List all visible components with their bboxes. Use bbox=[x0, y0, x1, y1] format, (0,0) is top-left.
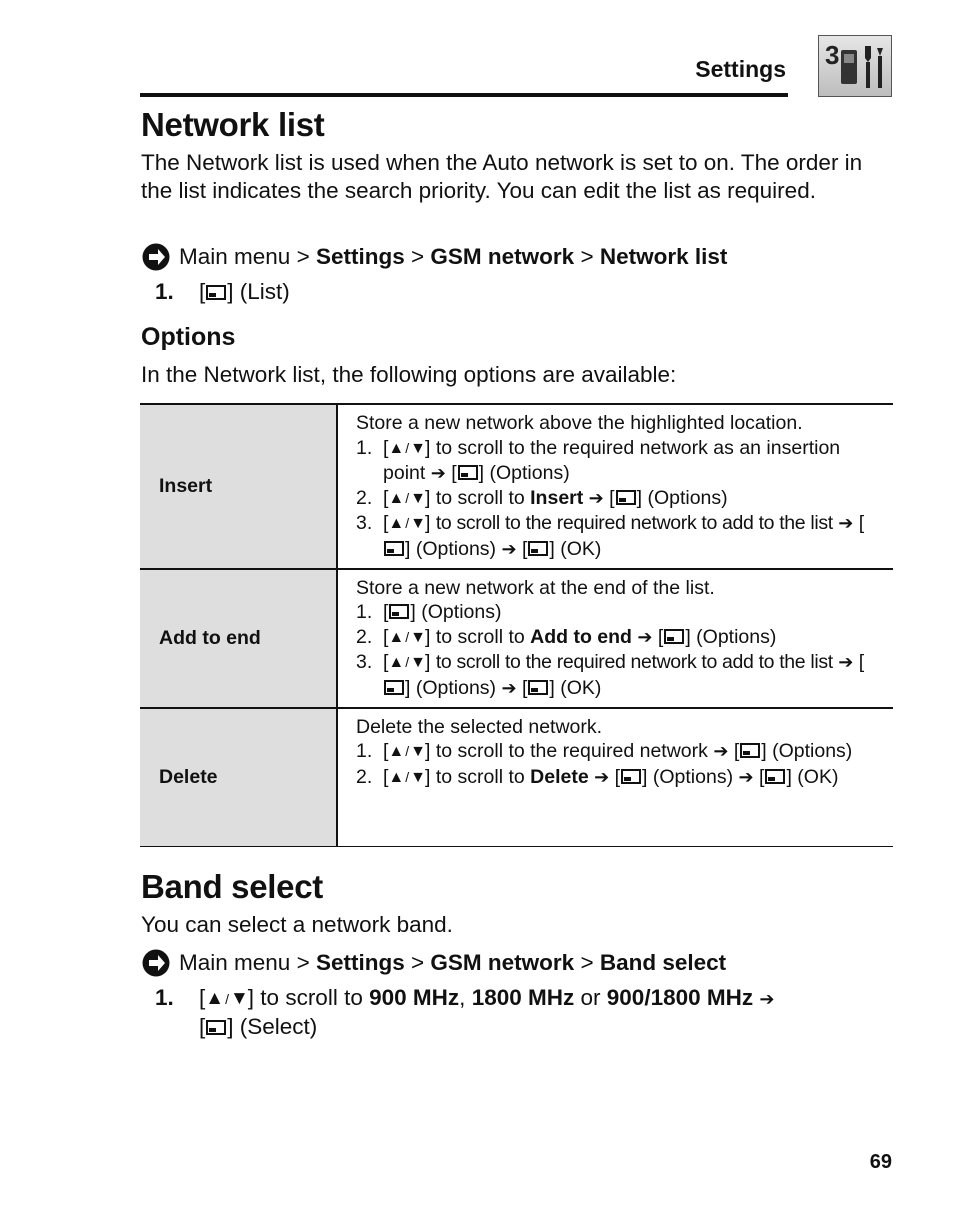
then-arrow-icon: ➔ bbox=[594, 766, 610, 787]
band-select-title: Band select bbox=[141, 868, 323, 905]
option-step-text: to scroll to the required network to add to the list bbox=[435, 512, 833, 535]
softkey-label: (Options) bbox=[421, 601, 502, 624]
header-section-label: Settings bbox=[695, 56, 786, 82]
then-arrow-icon: ➔ bbox=[738, 766, 754, 787]
path-item-settings: Settings bbox=[315, 950, 405, 975]
path-item-gsm-network: GSM network bbox=[430, 244, 575, 269]
option-step: 2. [▲ / ▼] to scroll to Insert ➔ [ ] (Options) bbox=[356, 486, 728, 509]
network-list-step: 1. [ ] (List) bbox=[155, 279, 290, 304]
page-number: 69 bbox=[869, 1151, 892, 1173]
then-arrow-icon: ➔ bbox=[838, 652, 854, 673]
menu-path-arrow-icon bbox=[141, 242, 171, 272]
softkey-label: (Options) bbox=[696, 625, 777, 648]
options-intro: In the Network list, the following options are available: bbox=[141, 362, 677, 387]
band-option-1800: 1800 MHz bbox=[471, 985, 575, 1010]
option-step: 3. [▲ / ▼] to scroll to the required network to add to the list ➔ [] (Options) ➔ [ ] (OK) bbox=[356, 651, 865, 699]
up-down-key-icon: ▲ / ▼ bbox=[388, 743, 425, 761]
softkey-label: (Options) bbox=[415, 537, 497, 560]
options-row-insert bbox=[140, 404, 893, 569]
right-softkey-icon bbox=[765, 769, 785, 784]
softkey-label: (OK) bbox=[560, 676, 602, 699]
path-sep: > bbox=[411, 244, 425, 269]
menu-path-arrow-icon bbox=[141, 948, 171, 978]
option-step: 3. [▲ / ▼] to scroll to the required network to add to the list ➔ [] (Options) ➔ [ ] (OK) bbox=[356, 512, 865, 560]
step-text: to scroll to bbox=[260, 985, 363, 1010]
then-arrow-icon: ➔ bbox=[759, 989, 775, 1009]
header-rule bbox=[140, 93, 788, 97]
band-select-menu-path bbox=[141, 948, 726, 978]
option-step: 1. [ ] (Options) bbox=[356, 601, 502, 624]
softkey-label: (Options) bbox=[772, 740, 853, 763]
network-list-menu-path bbox=[141, 242, 727, 272]
left-softkey-icon bbox=[384, 541, 404, 556]
option-step: 1. [▲ / ▼] to scroll to the required network ➔ [ ] (Options) bbox=[356, 740, 853, 763]
left-softkey-icon bbox=[389, 604, 409, 619]
then-arrow-icon: ➔ bbox=[430, 463, 446, 484]
up-down-key-icon: ▲ / ▼ bbox=[388, 439, 425, 457]
then-arrow-icon: ➔ bbox=[713, 741, 729, 762]
left-softkey-icon bbox=[664, 629, 684, 644]
option-step-number: 2. bbox=[356, 486, 373, 509]
options-row-delete bbox=[140, 708, 893, 847]
option-step-number: 2. bbox=[356, 765, 373, 788]
option-steps bbox=[356, 739, 883, 790]
step-text: (List) bbox=[239, 279, 290, 304]
up-down-key-icon: ▲ / ▼ bbox=[388, 489, 425, 507]
option-steps bbox=[356, 600, 883, 700]
left-softkey-icon bbox=[206, 1020, 226, 1035]
option-step: 1. [▲ / ▼] to scroll to the required network as an insertion point ➔ [ ] (Options) bbox=[356, 436, 841, 485]
softkey-label: (OK) bbox=[560, 537, 602, 560]
option-step-target: Delete bbox=[530, 765, 589, 788]
option-step-text: to scroll to bbox=[435, 486, 525, 509]
step-comma: , bbox=[459, 985, 466, 1010]
up-down-key-icon: ▲ / ▼ bbox=[388, 515, 425, 533]
softkey-label: (Select) bbox=[239, 1014, 318, 1039]
then-arrow-icon: ➔ bbox=[501, 677, 517, 698]
band-option-900-1800: 900/1800 MHz bbox=[606, 985, 754, 1010]
option-intro: Store a new network at the end of the list. bbox=[356, 576, 715, 599]
path-sep: > bbox=[580, 244, 594, 269]
left-softkey-icon bbox=[206, 285, 226, 300]
option-intro: Store a new network above the highlighted location. bbox=[356, 412, 803, 434]
option-name: Delete bbox=[140, 708, 337, 847]
option-steps bbox=[356, 436, 883, 562]
path-item-network-list: Network list bbox=[599, 244, 728, 269]
step-or: or bbox=[580, 985, 601, 1010]
softkey-label: (Options) bbox=[647, 486, 728, 509]
option-step-text: to scroll to bbox=[435, 625, 525, 648]
softkey-label: (OK) bbox=[797, 765, 839, 788]
softkey-label: (Options) bbox=[489, 462, 570, 485]
option-step-text: to scroll to the required network bbox=[435, 740, 708, 763]
option-step-text: to scroll to the required network to add to the list bbox=[435, 651, 833, 674]
options-table bbox=[140, 403, 893, 847]
option-step-target: Add to end bbox=[530, 625, 632, 648]
option-step-number: 1. bbox=[356, 740, 373, 763]
band-select-intro: You can select a network band. bbox=[141, 912, 453, 937]
option-name: Add to end bbox=[140, 569, 337, 708]
network-list-title: Network list bbox=[141, 106, 325, 143]
right-softkey-icon bbox=[740, 743, 760, 758]
option-name: Insert bbox=[140, 404, 337, 569]
path-prefix: Main menu bbox=[179, 244, 291, 269]
path-item-band-select: Band select bbox=[599, 950, 727, 975]
left-softkey-icon bbox=[384, 680, 404, 695]
option-description bbox=[337, 708, 893, 847]
options-row-add-to-end bbox=[140, 569, 893, 708]
softkey-label: (Options) bbox=[652, 765, 734, 788]
path-item-settings: Settings bbox=[315, 244, 405, 269]
option-step-number: 3. bbox=[356, 512, 373, 535]
path-item-gsm-network: GSM network bbox=[430, 950, 575, 975]
option-step-text: to scroll to the required network as an insertion point bbox=[383, 436, 841, 485]
step-number: 1. bbox=[155, 985, 174, 1010]
up-down-key-icon: ▲ / ▼ bbox=[388, 628, 425, 646]
option-step-number: 2. bbox=[356, 625, 373, 648]
option-description bbox=[337, 404, 893, 569]
option-intro: Delete the selected network. bbox=[356, 715, 603, 738]
then-arrow-icon: ➔ bbox=[637, 626, 653, 647]
left-softkey-icon bbox=[528, 680, 548, 695]
left-softkey-icon bbox=[621, 769, 641, 784]
svg-text:3: 3 bbox=[825, 40, 840, 70]
settings-tools-icon bbox=[818, 35, 892, 97]
option-step: 2. [▲ / ▼] to scroll to Add to end ➔ [ ] (Options) bbox=[356, 625, 777, 648]
softkey-label: (Options) bbox=[415, 676, 497, 699]
path-prefix: Main menu bbox=[179, 950, 291, 975]
option-step-number: 1. bbox=[356, 601, 373, 624]
option-step-target: Insert bbox=[530, 486, 584, 509]
up-down-key-icon: ▲ / ▼ bbox=[388, 654, 425, 672]
options-heading: Options bbox=[141, 323, 236, 351]
up-down-key-icon: ▲ / ▼ bbox=[205, 988, 248, 1009]
option-step-number: 1. bbox=[356, 436, 373, 459]
band-select-step: 1. [▲ / ▼] to scroll to 900 MHz, 1800 MHz or 900/1800 MHz ➔ [ ] (Select) bbox=[155, 985, 775, 1039]
up-down-key-icon: ▲ / ▼ bbox=[388, 768, 425, 786]
left-softkey-icon bbox=[616, 490, 636, 505]
network-list-intro: The Network list is used when the Auto network is set to on. The order in the list indicates the search priority. You can edit the list as required. bbox=[141, 150, 863, 203]
band-option-900: 900 MHz bbox=[369, 985, 460, 1010]
path-sep: > bbox=[411, 950, 425, 975]
step-number: 1. bbox=[155, 279, 174, 304]
then-arrow-icon: ➔ bbox=[588, 487, 604, 508]
option-step: 2. [▲ / ▼] to scroll to Delete ➔ [ ] (Options) ➔ [ ] (OK) bbox=[356, 765, 839, 788]
option-step-text: to scroll to bbox=[435, 765, 525, 788]
option-step-number: 3. bbox=[356, 651, 373, 674]
left-softkey-icon bbox=[528, 541, 548, 556]
option-description bbox=[337, 569, 893, 708]
path-sep: > bbox=[296, 950, 310, 975]
then-arrow-icon: ➔ bbox=[501, 538, 517, 559]
path-sep: > bbox=[296, 244, 310, 269]
then-arrow-icon: ➔ bbox=[838, 513, 854, 534]
left-softkey-icon bbox=[458, 465, 478, 480]
path-sep: > bbox=[580, 950, 594, 975]
